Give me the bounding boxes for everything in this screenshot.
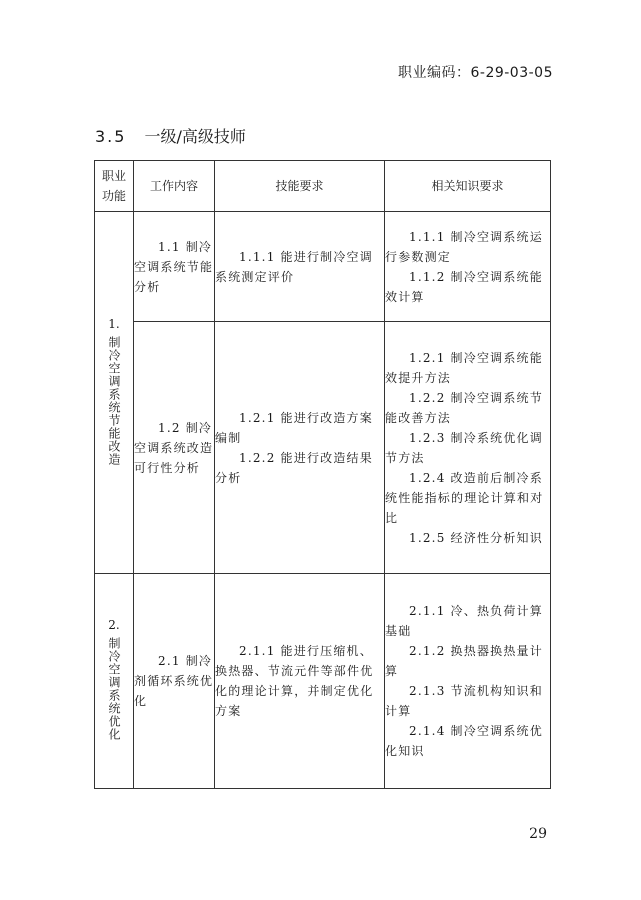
table-row xyxy=(95,574,551,789)
header-function-line2: 功能 xyxy=(101,189,126,203)
knowledge-item: 1.1.2 制冷空调系统能效计算 xyxy=(385,269,543,304)
skill-cell xyxy=(215,574,385,789)
skill-cell xyxy=(215,322,385,574)
knowledge-item: 2.1.2 换热器换热量计算 xyxy=(385,644,543,678)
header-work: 工作内容 xyxy=(134,161,215,212)
work-cell xyxy=(134,322,215,574)
knowledge-item: 2.1.4 制冷空调系统优化知识 xyxy=(385,724,543,758)
occupation-code: 职业编码：6-29-03-05 xyxy=(397,65,553,81)
knowledge-item: 2.1.1 冷、热负荷计算基础 xyxy=(385,604,543,638)
knowledge-cell xyxy=(385,322,551,574)
section-number: 3.5 xyxy=(95,127,127,146)
skill-item: 1.2.2 能进行改造结果分析 xyxy=(215,450,373,485)
function-cell-2 xyxy=(95,574,134,789)
function-cell-1 xyxy=(95,212,134,574)
knowledge-cell xyxy=(385,212,551,322)
knowledge-item: 1.2.3 制冷系统优化调节方法 xyxy=(385,430,543,465)
page-number: 29 xyxy=(529,826,547,842)
section-title-text: 一级/高级技师 xyxy=(144,127,246,146)
skill-cell xyxy=(215,212,385,322)
header-knowledge: 相关知识要求 xyxy=(385,161,551,212)
function-name: 制冷空调系统优化 xyxy=(107,637,121,741)
function-number: 2. xyxy=(108,618,120,632)
skill-item: 1.2.1 能进行改造方案编制 xyxy=(215,410,373,445)
work-cell xyxy=(134,212,215,322)
work-text: 1.1 制冷空调系统节能分析 xyxy=(134,239,214,294)
knowledge-item: 1.2.1 制冷空调系统能效提升方法 xyxy=(385,350,543,385)
requirements-table xyxy=(94,160,551,789)
knowledge-cell xyxy=(385,574,551,789)
knowledge-item: 2.1.3 节流机构知识和计算 xyxy=(385,684,543,718)
knowledge-item: 1.2.5 经济性分析知识 xyxy=(409,530,543,545)
work-text: 2.1 制冷剂循环系统优化 xyxy=(134,654,214,708)
skill-item: 2.1.1 能进行压缩机、换热器、节流元件等部件优化的理论计算，并制定优化方案 xyxy=(215,644,374,718)
header-function-line1: 职业 xyxy=(101,169,126,183)
section-heading xyxy=(95,124,246,147)
skill-item: 1.1.1 能进行制冷空调系统测定评价 xyxy=(215,249,373,284)
work-text: 1.2 制冷空调系统改造可行性分析 xyxy=(134,420,214,475)
table-header-row xyxy=(95,161,551,212)
table-row xyxy=(95,322,551,574)
knowledge-item: 1.2.2 制冷空调系统节能改善方法 xyxy=(385,390,543,425)
work-cell xyxy=(134,574,215,789)
function-number: 1. xyxy=(108,316,120,331)
knowledge-item: 1.1.1 制冷空调系统运行参数测定 xyxy=(385,229,543,264)
knowledge-item: 1.2.4 改造前后制冷系统性能指标的理论计算和对比 xyxy=(385,470,544,525)
header-function xyxy=(95,161,134,212)
table-row xyxy=(95,212,551,322)
function-name: 制冷空调系统节能改造 xyxy=(107,335,121,466)
header-skill: 技能要求 xyxy=(215,161,385,212)
